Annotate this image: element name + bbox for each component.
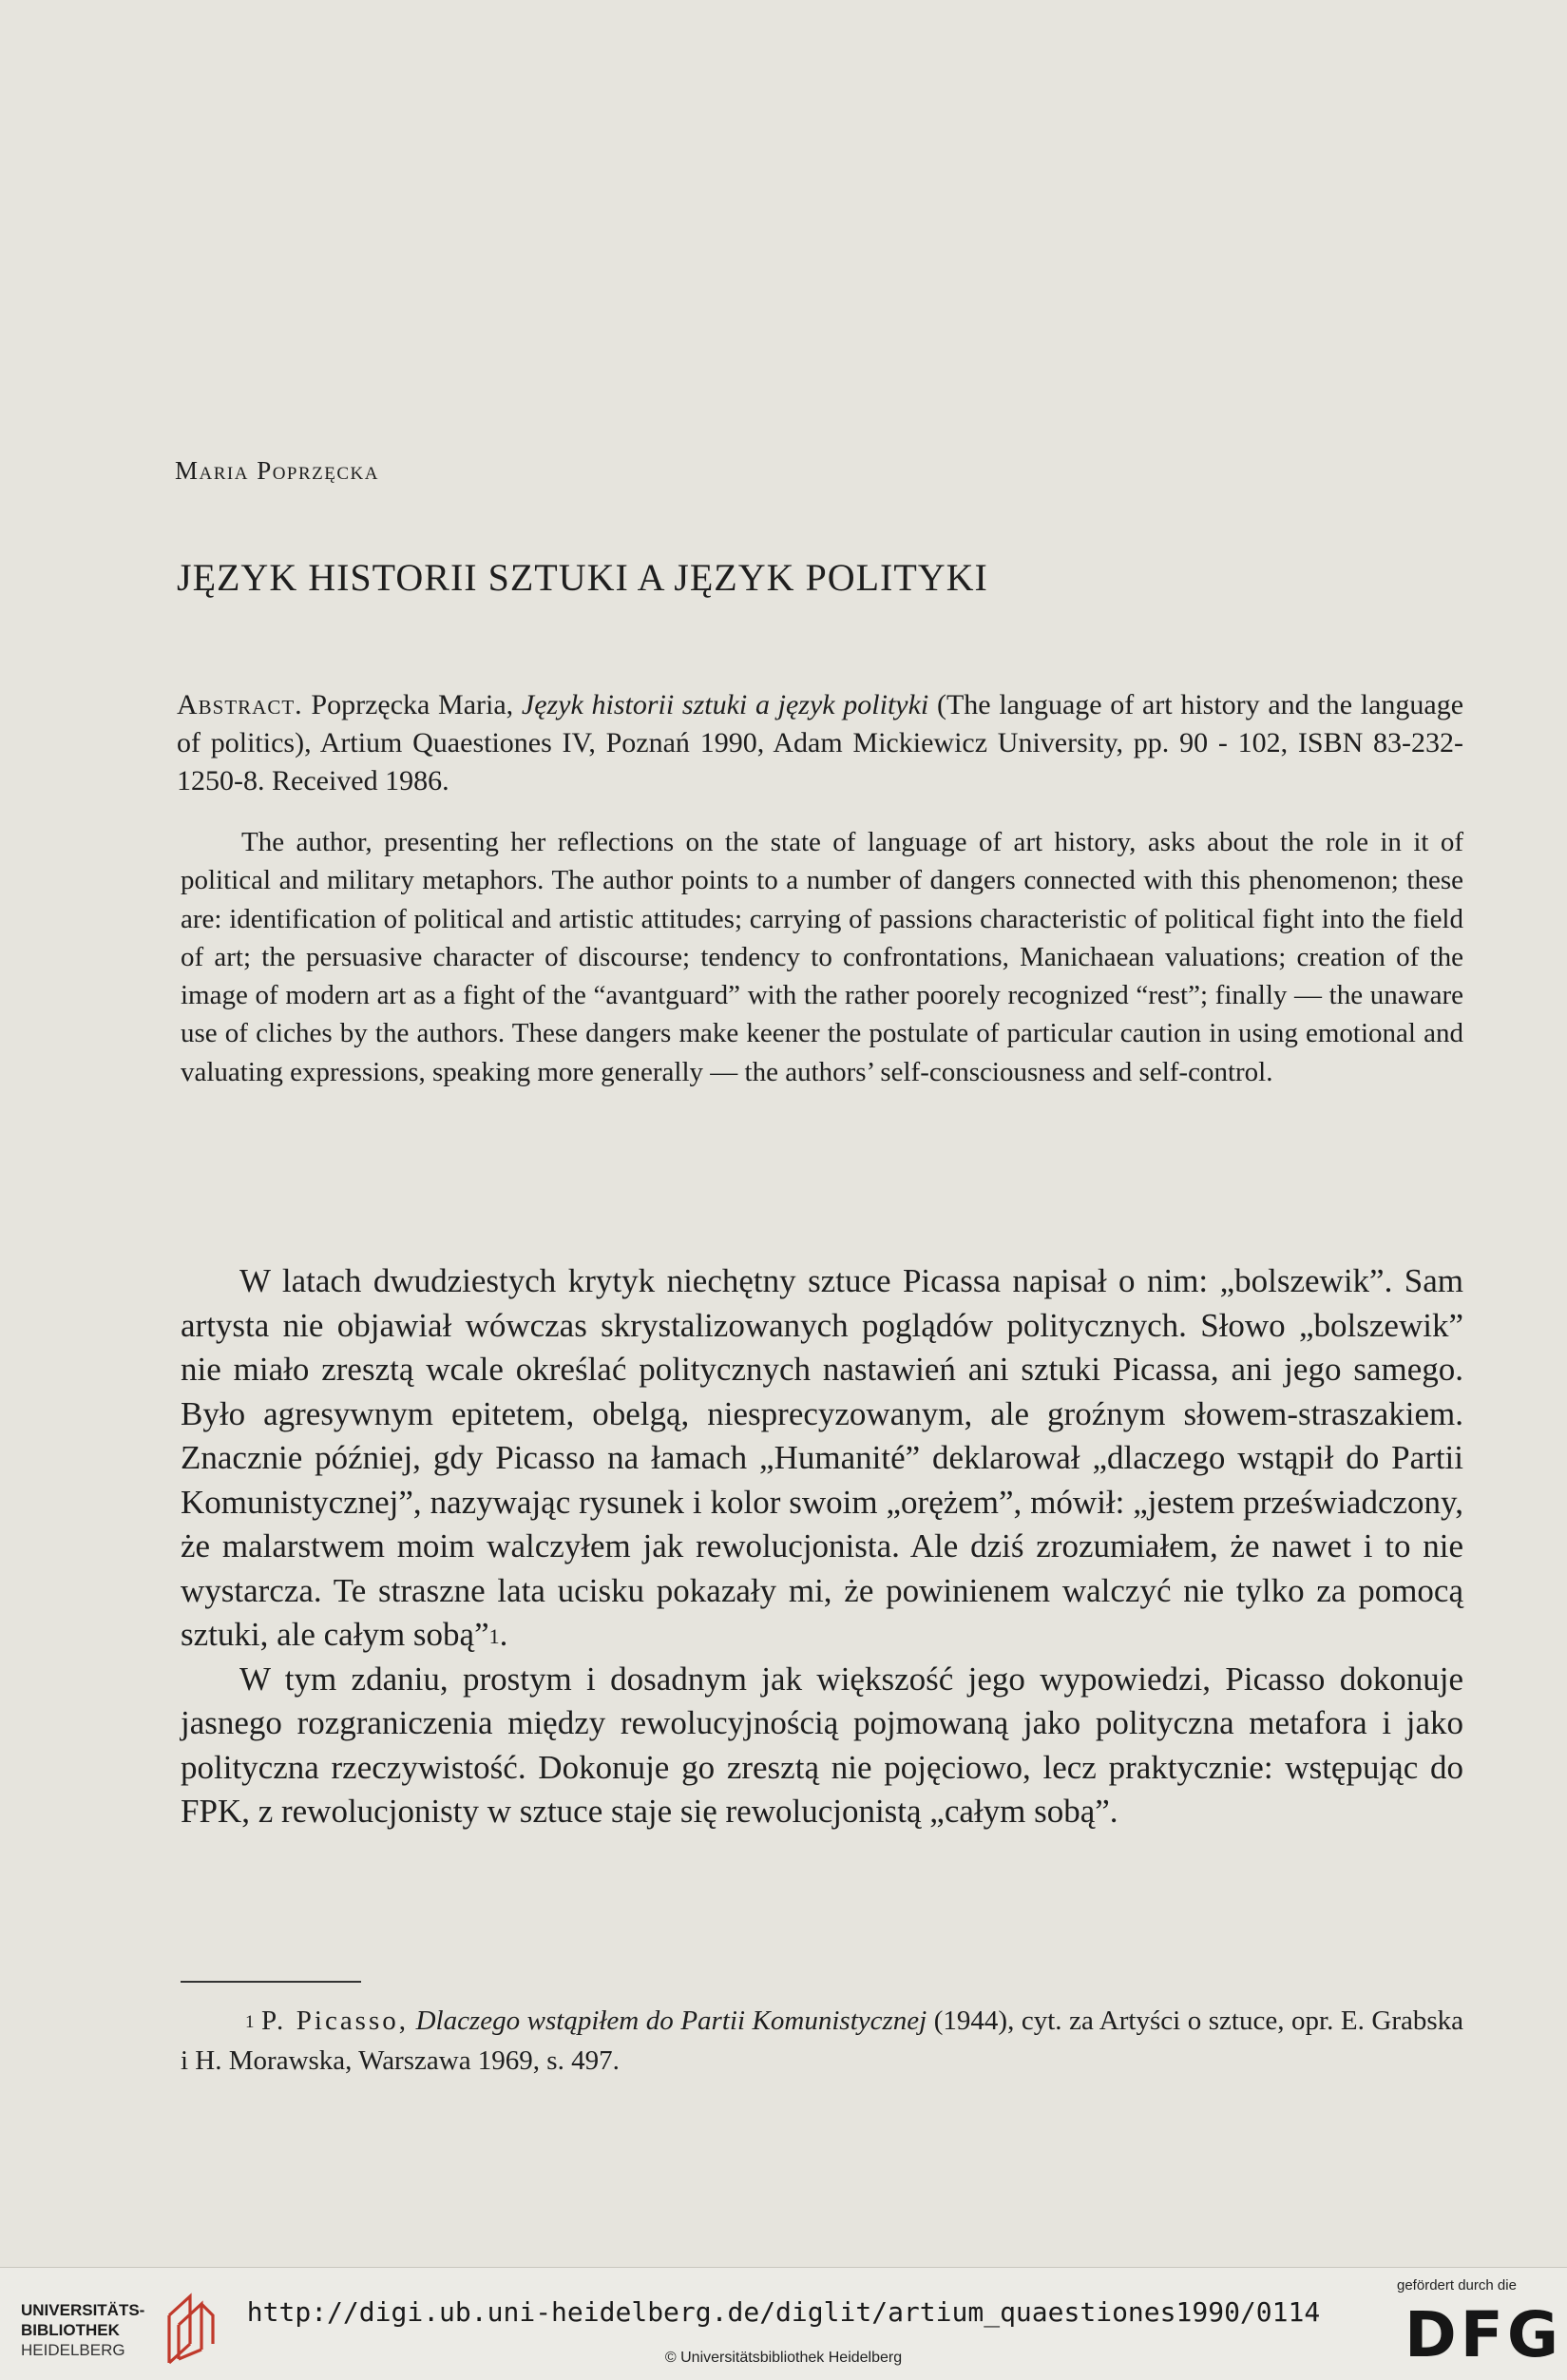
library-name-line: BIBLIOTHEK <box>21 2321 120 2339</box>
funded-by-label: gefördert durch die <box>1397 2277 1517 2294</box>
library-name-line: UNIVERSITÄTS- <box>21 2301 145 2319</box>
article-author: Maria Poprzęcka <box>175 456 380 485</box>
dfg-logo: DFG <box>1405 2298 1563 2371</box>
footer-bar <box>0 2267 1567 2380</box>
article-title: JĘZYK HISTORII SZTUKI A JĘZYK POLITYKI <box>177 556 988 599</box>
show-through-text <box>162 76 1473 608</box>
paragraph <box>181 1658 1463 1834</box>
abstract-citation-details: (The language of art history and the language of politics), Artium Quaestiones IV, Poznań 1990, Adam Mickiewicz University, pp. 90 - 102, ISBN 83-232-1250-8. Received 1986. <box>177 689 1464 797</box>
source-url-link[interactable]: http://digi.ub.uni-heidelberg.de/diglit/artium_quaestiones1990/0114 <box>246 2296 1321 2328</box>
library-name-line: HEIDELBERG <box>21 2341 125 2359</box>
abstract-body: The author, presenting her reflections on the state of language of art history, asks about the role in it of political and military metaphors. The author points to a number of dangers connected with this phenomenon; these are: identification of political and artistic attitudes; carrying of passions characteristic of political fight into the field of art; the persuasive character of discourse; tendency to confrontations, Manichaean valuations; creation of the image of modern art as a fight of the “avantguard” with the rather poorely recognized “rest”; finally — the unaware use of cliches by the authors. These dangers make keener the postulate of particular caution in using emotional and valuating expressions, speaking more generally — the authors’ self-consciousness and self-control. <box>181 827 1463 1087</box>
paragraph-text: W tym zdaniu, prostym i dosadnym jak większość jego wypowiedzi, Picasso dokonuje jasnego rozgraniczenia między rewolucyjnością pojmowaną jako polityczna metafora i jako polityczna rzeczywistość. Dokonuje go zresztą nie pojęciowo, lecz praktycznie: wstępując do FPK, z rewolucjonisty w sztuce staje się rewolucjonistą „całym sobą”. <box>181 1660 1463 1830</box>
footnote-number: 1 <box>245 2012 255 2032</box>
paragraph-text: W latach dwudziestych krytyk niechętny sztuce Picassa napisał o nim: „bolszewik”. Sam artysta nie objawiał wówczas skrystalizowanych poglądów politycznych. Słowo „bolszewik” nie miało zresztą wcale określać politycznych nastawień ani sztuki Picassa, ani jego samego. Było agresywnym epitetem, obelgą, niesprecyzowanym, ale groźnym słowem-straszakiem. Znacznie później, gdy Picasso na łamach „Humanité” deklarował „dlaczego wstąpił do Partii Komunistycznej”, nazywając rysunek i kolor swoim „orężem”, mówił: „jestem przeświadczony, że malarstwem moim walczyłem jak rewolucjonista. Ale dziś zrozumiałem, że nawet i to nie wystarcza. Te straszne lata ucisku pokazały mi, że powinienem walczyć nie tylko za pomocą sztuki, ale całym sobą” <box>181 1262 1463 1653</box>
abstract-label: Abstract. <box>177 689 303 720</box>
footnote <box>181 2001 1463 2081</box>
abstract-citation-author: Poprzęcka Maria, <box>311 689 514 720</box>
footnote-divider <box>181 1981 361 1983</box>
footnote-details: (1944), cyt. za Artyści o sztuce, opr. E. Grabska i H. Morawska, Warszawa 1969, s. 497. <box>181 2006 1463 2076</box>
main-text <box>181 1259 1463 1834</box>
paragraph-end: . <box>499 1616 508 1653</box>
abstract-citation-title: Język historii sztuki a język polityki <box>521 689 929 720</box>
footnote-reference: 1 <box>488 1624 500 1648</box>
footnote-author: P. Picasso, <box>261 2006 410 2036</box>
copyright-notice: © Universitätsbibliothek Heidelberg <box>664 2350 903 2366</box>
abstract-citation <box>177 686 1463 800</box>
footnote-title: Dlaczego wstąpiłem do Partii Komunistycznej <box>415 2006 927 2036</box>
paragraph <box>181 1259 1463 1658</box>
